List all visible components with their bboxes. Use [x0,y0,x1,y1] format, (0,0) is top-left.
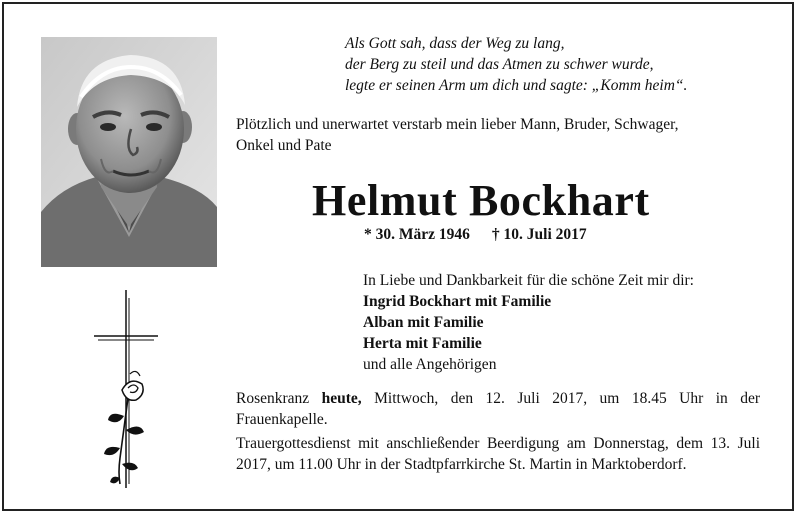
intro-line: Plötzlich und unerwartet verstarb mein lieber Mann, Bruder, Schwager, [236,116,679,133]
mourners-block [363,270,694,375]
life-dates [364,226,587,244]
rosary-suffix: Mittwoch, den 12. Juli 2017, um 18.45 Uhr in der Frauenkapelle. [236,390,760,428]
birth-date: * 30. März 1946 [364,226,470,243]
intro-line: Onkel und Pate [236,137,332,154]
poem [345,33,687,96]
mourner-name: Alban mit Familie [363,314,484,331]
rosary-highlight: heute, [321,390,362,407]
mourners-closing: und alle Angehörigen [363,356,497,373]
service-details [236,388,760,478]
mourner-name: Herta mit Familie [363,335,482,352]
rosary-prefix: Rosenkranz [236,390,310,407]
poem-line: der Berg zu steil und das Atmen zu schwer wurde, [345,56,654,73]
death-announcement-intro [236,114,679,156]
portrait-photo [41,37,217,267]
poem-line: Als Gott sah, dass der Weg zu lang, [345,35,565,52]
rosary-info [236,388,760,430]
cross-rose-icon [90,288,162,494]
portrait-image [41,37,217,267]
death-date: † 10. Juli 2017 [491,226,587,243]
mourner-name: Ingrid Bockhart mit Familie [363,293,552,310]
mourners-intro: In Liebe und Dankbarkeit für die schöne Zeit mir dir: [363,272,694,289]
funeral-info: Trauergottesdienst mit anschließender Beerdigung am Donnerstag, dem 13. Juli 2017, um 11.00 Uhr in der Stadtpfarrkirche St. Martin in Marktoberdorf. [236,435,760,473]
poem-line: legte er seinen Arm um dich und sagte: „Komm heim“. [345,77,688,94]
deceased-name: Helmut Bockhart [312,176,650,225]
